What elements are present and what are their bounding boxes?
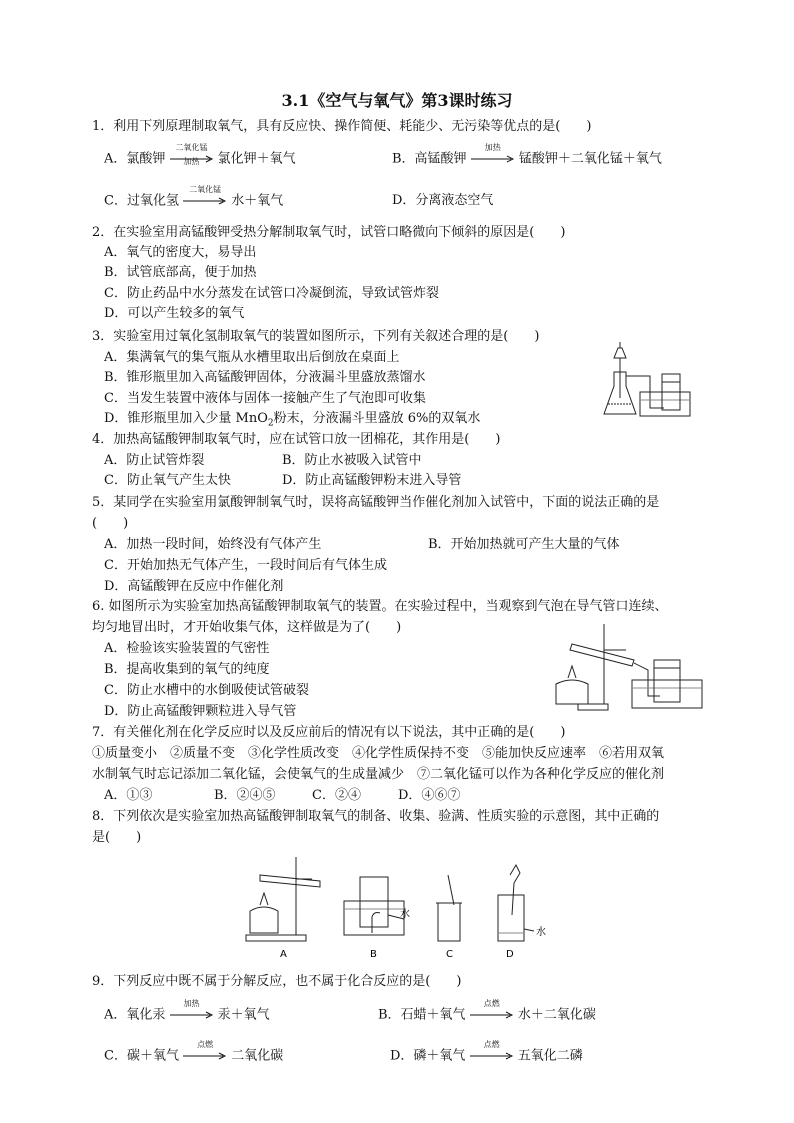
q4-option-c: C．防止氧气产生太快 (104, 473, 231, 488)
q9-option-d: D．磷＋氧气 点燃 五氧化二磷 (390, 1040, 583, 1064)
q4-option-b: B．防止水被吸入试管中 (282, 453, 422, 468)
q4-option-a: A．防止试管炸裂 (104, 453, 205, 468)
q6-option-a: A．检验该实验装置的气密性 (104, 641, 270, 656)
q1-stem: 1．利用下列原理制取氧气，具有反应快、操作简便、耗能少、无污染等优点的是( ) (92, 119, 592, 134)
q8-label-a: A (280, 949, 287, 960)
q4-stem: 4．加热高锰酸钾制取氧气时，应在试管口放一团棉花，其作用是( ) (92, 432, 501, 447)
q2-option-c: C．防止药品中水分蒸发在试管口冷凝倒流，导致试管炸裂 (104, 286, 439, 301)
reaction-arrow (471, 143, 515, 168)
q2-option-a: A．氧气的密度大，易导出 (104, 245, 257, 260)
q1-c-reactant: C．过氧化氢 (104, 193, 179, 209)
q5-option-a: A．加热一段时间，始终没有气体产生 (104, 537, 322, 552)
q8-label-d: D (506, 949, 514, 960)
arrow-condition-top: 二氧化锰 (189, 185, 222, 194)
q7-option-a: A．①③ (104, 788, 153, 803)
q8-stem-line1: 8．下列依次是实验室加热高锰酸钾制取氧气的制备、收集、验满、性质实验的示意图，其中正确的 (92, 809, 660, 824)
q7-stem: 7．有关催化剂在化学反应时以及反应前后的情况有以下说法，其中正确的是( ) (92, 725, 566, 740)
q6-option-d: D．防止高锰酸钾颗粒进入导气管 (104, 704, 297, 719)
q7-option-c: C．②④ (312, 788, 361, 803)
q1-option-b (392, 143, 662, 169)
q5-stem-line1: 5．某同学在实验室用氯酸钾制氧气时，误将高锰酸钾当作催化剂加入试管中，下面的说法正确的是 (92, 495, 660, 510)
q2-stem: 2．在实验室用高锰酸钾受热分解制取氧气时，试管口略微向下倾斜的原因是( ) (92, 225, 566, 240)
q8-label-b: B (370, 949, 377, 960)
arrow-condition-top: 加热 (484, 143, 501, 152)
q3-option-c: C．当发生装置中液体与固体一接触产生了气泡即可收集 (104, 391, 426, 406)
q1-option-d: D．分离液态空气 (392, 193, 494, 208)
reaction-arrow (183, 185, 227, 210)
q1-b-reactant: B．高锰酸钾 (392, 151, 467, 167)
q1-a-product: 氯化钾＋氧气 (217, 151, 296, 167)
q8-figure-a (246, 857, 320, 941)
q8-figure-b (344, 877, 404, 935)
q9-option-c: C．碳＋氧气 点燃 二氧化碳 (104, 1040, 284, 1064)
h2o2-apparatus-figure (600, 342, 695, 422)
q3-option-d: D．锥形瓶里加入少量 MnO$_2$粉末，分液漏斗里盛放 6%的双氧水 (104, 411, 481, 429)
reaction-arrow (170, 143, 214, 168)
q7-option-b: B．②④⑤ (214, 788, 276, 803)
arrow-condition-top: 二氧化锰 (175, 143, 208, 152)
q5-option-c: C．开始加热无气体产生，一段时间后有气体生成 (104, 558, 387, 573)
arrow-condition-bottom: 加热 (183, 157, 200, 166)
q8-label-c: C (446, 949, 453, 960)
q8-stem-line2: 是( ) (92, 830, 142, 845)
q4-option-d: D．防止高锰酸钾粉末进入导管 (282, 473, 462, 488)
q6-option-b: B．提高收集到的氧气的纯度 (104, 662, 270, 677)
q3-stem: 3．实验室用过氧化氢制取氧气的装置如图所示，下列有关叙述合理的是( ) (92, 329, 540, 344)
q1-c-product: 水＋氧气 (231, 193, 284, 209)
reaction-arrow: 加热 (170, 1006, 214, 1024)
reaction-arrow: 点燃 (470, 1006, 514, 1024)
q6-stem-line2: 均匀地冒出时，才开始收集气体，这样做是为了( ) (92, 620, 402, 635)
q1-option-c (104, 185, 284, 211)
q5-stem-line2: ( ) (92, 516, 129, 531)
q7-option-d: D．④⑥⑦ (398, 788, 461, 803)
q1-b-product: 锰酸钾＋二氧化锰＋氧气 (518, 151, 662, 167)
q7-statements-line1: ①质量变小 ②质量不变 ③化学性质改变 ④化学性质保持不变 ⑤能加快反应速率 ⑥若用双氧 (92, 746, 665, 761)
reaction-arrow: 点燃 (470, 1047, 514, 1065)
q5-option-b: B．开始加热就可产生大量的气体 (428, 537, 620, 552)
q6-option-c: C．防止水槽中的水倒吸使试管破裂 (104, 683, 309, 698)
q9-stem: 9．下列反应中既不属于分解反应，也不属于化合反应的是( ) (92, 974, 462, 989)
q9-option-b: B．石蜡＋氧气 点燃 水＋二氧化碳 (378, 999, 596, 1023)
q8-water-label-b: 水 (400, 909, 410, 920)
kmno4-apparatus-figure (548, 620, 708, 712)
reaction-arrow: 点燃 (183, 1047, 227, 1065)
q5-option-d: D．高锰酸钾在反应中作催化剂 (104, 579, 284, 594)
q6-stem-line1: 6. 如图所示为实验室加热高锰酸钾制取氧气的装置。在实验过程中，当观察到气泡在导气管口连续、 (92, 599, 668, 614)
q2-option-d: D．可以产生较多的氧气 (104, 306, 245, 321)
page-title: 3.1《空气与氧气》第3课时练习 (281, 91, 513, 110)
q1-a-reactant: A．氯酸钾 (104, 151, 166, 167)
q2-option-b: B．试管底部高，便于加热 (104, 265, 257, 280)
q9-option-a: A．氧化汞 加热 汞＋氧气 (104, 999, 270, 1023)
q8-figure-c (436, 875, 462, 941)
q3-option-b: B．锥形瓶里加入高锰酸钾固体，分液漏斗里盛放蒸馏水 (104, 370, 426, 385)
q8-figures (240, 855, 560, 960)
q3-option-a: A．集满氧气的集气瓶从水槽里取出后倒放在桌面上 (104, 350, 400, 365)
q8-water-label-d: 水 (536, 927, 546, 938)
q1-option-a (104, 143, 296, 169)
q8-figure-d (498, 865, 534, 941)
q7-statements-line2: 水制氧气时忘记添加二氧化锰，会使氧气的生成量减少 ⑦二氧化锰可以作为各种化学反应的催化剂 (92, 767, 665, 782)
